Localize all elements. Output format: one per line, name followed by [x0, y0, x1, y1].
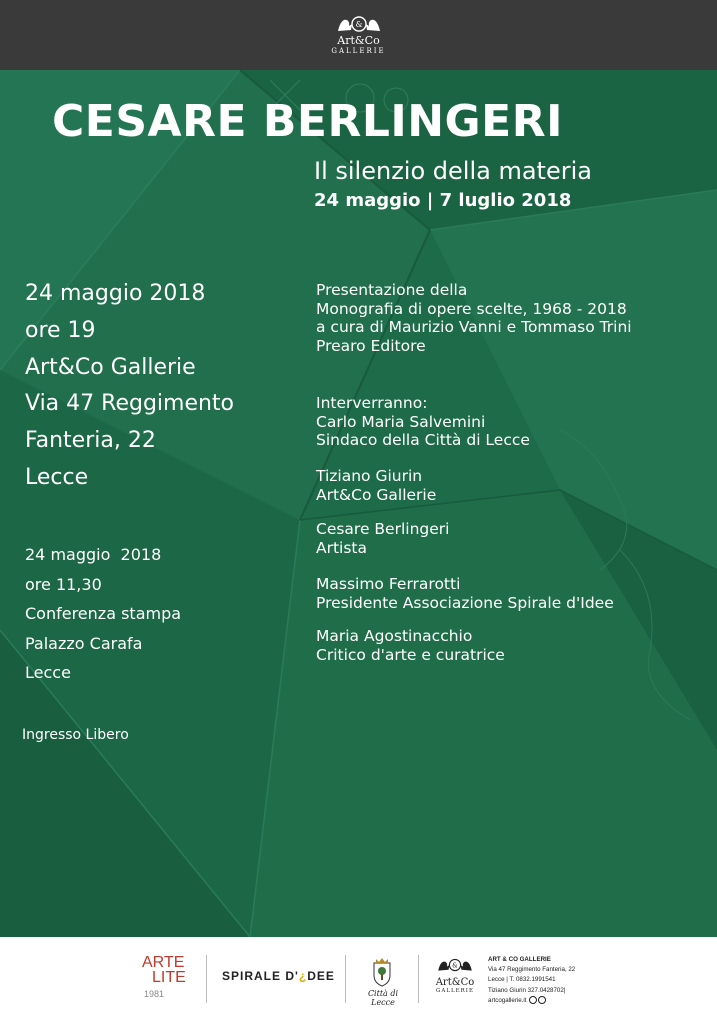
logo-sub: GALLERIE — [435, 988, 474, 994]
crest-icon — [435, 957, 475, 973]
speaker-name: Maria Agostinacchio — [316, 627, 473, 645]
city-crest-icon — [370, 957, 394, 987]
speaker-name: Carlo Maria Salvemini — [316, 412, 486, 431]
speaker-name: Massimo Ferrarotti — [316, 575, 461, 593]
speakers-heading: Interverranno: — [316, 394, 428, 412]
crest-icon — [335, 14, 383, 34]
spirale-didee-logo — [222, 969, 335, 983]
opening-line: Fanteria, 22 — [25, 428, 156, 454]
arte-logo-line1: ARTE — [142, 954, 185, 971]
header-bar — [0, 0, 717, 70]
exhibition-dates: 24 maggio | 7 luglio 2018 — [314, 190, 572, 211]
instagram-icon[interactable] — [538, 996, 546, 1004]
speaker-role: Sindaco della Città di Lecce — [316, 431, 530, 449]
free-entry: Ingresso Libero — [22, 727, 129, 743]
speaker-agostinacchio — [316, 627, 505, 664]
speaker-role: Art&Co Gallerie — [316, 485, 437, 504]
spirale-mark: ¿ — [298, 969, 308, 983]
svg-text:&: & — [354, 20, 363, 29]
logo-brand: Art&Co — [337, 34, 380, 47]
opening-info — [25, 276, 234, 497]
speaker-name: Cesare Berlingeri — [316, 520, 450, 538]
opening-line: Art&Co Gallerie — [25, 354, 196, 380]
facebook-icon[interactable] — [529, 996, 537, 1004]
sponsor-footer — [0, 937, 717, 1024]
press-line: Conferenza stampa — [25, 604, 182, 623]
presentation-block — [316, 281, 632, 355]
speaker-role: Artista — [316, 538, 368, 557]
logo-sub: GALLERIE — [331, 47, 386, 55]
website-link[interactable]: artcogallerie.it — [488, 996, 527, 1004]
contact-web-row — [488, 996, 575, 1006]
press-line: ore 11,30 — [25, 574, 102, 594]
artist-name: CESARE BERLINGERI — [52, 96, 563, 147]
spirale-text-b: DEE — [307, 969, 335, 983]
exhibition-title: Il silenzio della materia — [314, 157, 592, 185]
presentation-line: Prearo Editore — [316, 336, 426, 355]
contact-line: Via 47 Reggimento Fanteria, 22 — [488, 966, 576, 974]
speaker-giurin — [316, 467, 436, 504]
speaker-role: Critico d'arte e curatrice — [316, 645, 505, 664]
speaker-name: Tiziano Giurin — [316, 467, 423, 485]
speaker-ferrarotti — [316, 575, 614, 612]
speaker-salvemini — [316, 394, 530, 450]
svg-text:&: & — [452, 961, 458, 970]
artco-footer-logo — [428, 957, 482, 995]
press-line: 24 maggio 2018 — [25, 545, 162, 564]
opening-line: Lecce — [25, 464, 89, 490]
press-line: Lecce — [25, 663, 71, 682]
footer-divider — [418, 955, 419, 1003]
contact-line: Lecce | T. 0832.1991541 — [488, 976, 556, 984]
presentation-line: Monografia di opere scelte, 1968 - 2018 — [316, 299, 627, 318]
presentation-line: Presentazione della — [316, 281, 468, 299]
contact-info — [488, 955, 575, 1006]
footer-divider — [345, 955, 346, 1003]
presentation-line: a cura di Maurizio Vanni e Tommaso Trini — [316, 318, 632, 336]
opening-line: ore 19 — [25, 317, 96, 343]
arte-lite-logo — [142, 955, 192, 1003]
opening-line: Via 47 Reggimento — [25, 391, 235, 417]
arte-logo-line2: LITE — [152, 969, 186, 986]
press-line: Palazzo Carafa — [25, 633, 143, 653]
speaker-berlingeri — [316, 520, 449, 557]
press-conference-info — [25, 540, 181, 688]
arte-logo-year: 1981 — [144, 989, 165, 999]
opening-line: 24 maggio 2018 — [25, 281, 206, 306]
logo-brand: Art&Co — [435, 977, 475, 988]
contact-line: Tiziano Giurin 327.0428702| — [488, 986, 566, 994]
contact-title: ART & CO GALLERIE — [488, 956, 551, 963]
artco-logo — [310, 14, 407, 55]
speaker-role: Presidente Associazione Spirale d'Idee — [316, 593, 614, 612]
footer-divider — [206, 955, 207, 1003]
citta-di-lecce: Città di Lecce — [367, 989, 399, 1007]
spirale-text-a: SPIRALE D' — [222, 969, 299, 983]
